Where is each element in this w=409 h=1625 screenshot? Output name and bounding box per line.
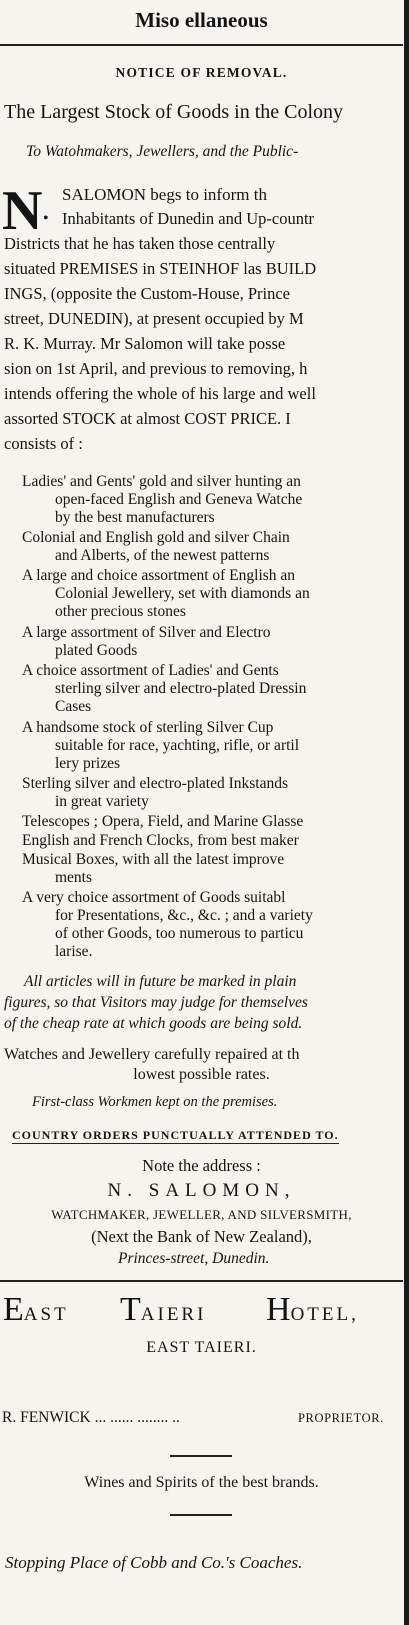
section-rule bbox=[0, 44, 403, 46]
stock-list-line: larise. bbox=[55, 943, 93, 960]
stock-list-line: in great variety bbox=[55, 793, 149, 810]
intro-line: INGS, (opposite the Custom-House, Prince bbox=[4, 284, 290, 303]
stock-list-line: lery prizes bbox=[55, 755, 120, 772]
intro-line: intends offering the whole of his large and well bbox=[4, 384, 316, 403]
country-orders: COUNTRY ORDERS PUNCTUALLY ATTENDED TO. bbox=[12, 1128, 339, 1142]
stock-list-line: sterling silver and electro-plated Dressin bbox=[55, 680, 307, 697]
intro-line: situated PREMISES in STEINHOF las BUILD bbox=[4, 259, 317, 278]
next-to-bank: (Next the Bank of New Zealand), bbox=[91, 1227, 312, 1246]
hotel-title-initial: T bbox=[120, 1291, 141, 1328]
stock-list-line: A large and choice assortment of English an bbox=[22, 567, 296, 584]
stock-list-line: A very choice assortment of Goods suitabl bbox=[22, 889, 286, 906]
hotel-title-rest: AST bbox=[23, 1304, 69, 1325]
intro-line: Districts that he has taken those centrally bbox=[4, 234, 276, 253]
stock-list-line: plated Goods bbox=[55, 642, 138, 659]
hotel-title-rest: OTEL, bbox=[290, 1304, 359, 1325]
stock-list-line: of other Goods, too numerous to particu bbox=[55, 925, 304, 942]
intro-line: Inhabitants of Dunedin and Up-countr bbox=[62, 209, 315, 228]
note-address: Note the address : bbox=[142, 1156, 261, 1175]
hotel-title-initial: H bbox=[266, 1291, 291, 1328]
drop-cap: N bbox=[2, 180, 43, 242]
hotel-title-word bbox=[120, 1291, 206, 1329]
short-rule bbox=[170, 1455, 232, 1457]
stock-list-line: A large assortment of Silver and Electro bbox=[22, 624, 271, 641]
stock-list-line: suitable for race, yachting, rifle, or artil bbox=[55, 737, 300, 754]
repair-line: lowest possible rates. bbox=[133, 1066, 270, 1083]
stock-list-line: Musical Boxes, with all the latest improve bbox=[22, 851, 285, 868]
street-address: Princes-street, Dunedin. bbox=[118, 1250, 270, 1267]
repair-line: Watches and Jewellery carefully repaired at th bbox=[4, 1046, 300, 1063]
intro-line: consists of : bbox=[4, 434, 83, 453]
stock-list-line: A handsome stock of sterling Silver Cup bbox=[22, 719, 274, 736]
stock-list-line: English and French Clocks, from best maker bbox=[22, 832, 299, 849]
stock-list-line: Cases bbox=[55, 698, 92, 715]
stock-list-line: other precious stones bbox=[55, 603, 186, 620]
marked-line: All articles will in future be marked in plain bbox=[24, 973, 297, 990]
stock-list-line: Ladies' and Gents' gold and silver hunting an bbox=[22, 473, 301, 490]
stock-list-line: and Alberts, of the newest patterns bbox=[55, 547, 270, 564]
intro-line: SALOMON begs to inform th bbox=[62, 185, 267, 204]
intro-line: R. K. Murray. Mr Salomon will take posse bbox=[4, 334, 286, 353]
scan-edge bbox=[404, 0, 409, 1625]
merchant-trade: WATCHMAKER, JEWELLER, AND SILVERSMITH, bbox=[51, 1207, 352, 1222]
intro-line: sion on 1st April, and previous to removing, h bbox=[4, 359, 308, 378]
stock-list-line: ments bbox=[55, 869, 93, 886]
advertisement-divider bbox=[0, 1280, 403, 1282]
address-to: To Watohmakers, Jewellers, and the Public- bbox=[26, 143, 299, 160]
intro-line: street, DUNEDIN), at present occupied by M bbox=[4, 309, 304, 328]
notice-of-removal: NOTICE OF REMOVAL. bbox=[115, 65, 288, 80]
proprietor-title: PROPRIETOR. bbox=[298, 1411, 384, 1425]
workmen-note: First-class Workmen kept on the premises. bbox=[32, 1094, 278, 1110]
hotel-title-initial: E bbox=[3, 1291, 24, 1328]
marked-line: figures, so that Visitors may judge for themselves bbox=[4, 994, 308, 1011]
merchant-name: N. SALOMON, bbox=[107, 1180, 296, 1201]
hotel-location: EAST TAIERI. bbox=[146, 1339, 257, 1356]
stock-list-line: by the best manufacturers bbox=[55, 509, 215, 526]
stock-list-line: for Presentations, &c., &c. ; and a variety bbox=[55, 907, 313, 924]
stock-list-line: Telescopes ; Opera, Field, and Marine Glasse bbox=[22, 813, 304, 830]
stock-list-line: Colonial Jewellery, set with diamonds an bbox=[55, 585, 310, 602]
stock-list-line: open-faced English and Geneva Watche bbox=[55, 491, 303, 508]
hotel-title-word bbox=[266, 1291, 359, 1329]
section-heading: Miso ellaneous bbox=[135, 8, 268, 32]
marked-line: of the cheap rate at which goods are being sold. bbox=[4, 1015, 303, 1032]
stock-list-line: Colonial and English gold and silver Chain bbox=[22, 529, 290, 546]
headline: The Largest Stock of Goods in the Colony bbox=[4, 101, 344, 123]
hotel-title-word bbox=[3, 1291, 69, 1329]
stopping-place-line: Stopping Place of Cobb and Co.'s Coaches. bbox=[5, 1553, 303, 1572]
stock-list-line: A choice assortment of Ladies' and Gents bbox=[22, 662, 279, 679]
hotel-title-rest: AIERI bbox=[140, 1304, 207, 1325]
wines-line: Wines and Spirits of the best brands. bbox=[84, 1474, 319, 1491]
stock-list-line: Sterling silver and electro-plated Inkstands bbox=[22, 775, 289, 792]
intro-line: assorted STOCK at almost COST PRICE. I bbox=[4, 409, 291, 428]
proprietor-name: R. FENWICK ... ...... ........ .. bbox=[2, 1409, 180, 1426]
short-rule bbox=[170, 1514, 232, 1516]
drop-cap-bullet: • bbox=[43, 210, 49, 227]
